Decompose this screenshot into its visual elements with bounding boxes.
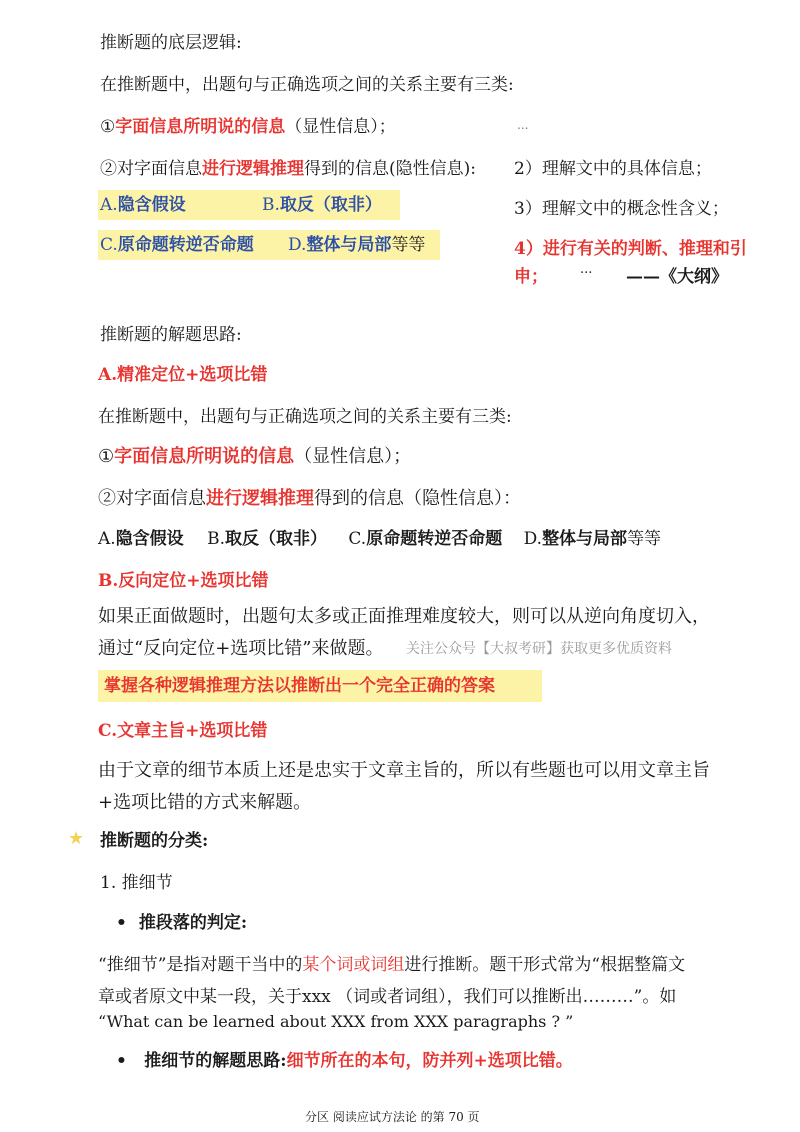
paragraph-c-line2: +选项比错的方式来解题。 <box>98 792 312 813</box>
section-title-types: 推断题的分类: <box>100 831 209 851</box>
options-row-cd: C.原命题转逆否命题 D.整体与局部等等 <box>98 230 440 260</box>
highlight-goal: 掌握各种逻辑推理方法以推断出一个完全正确的答案 <box>98 670 542 702</box>
intro-text-2: 在推断题中，出题句与正确选项之间的关系主要有三类: <box>98 407 512 427</box>
bullet-paragraph-judge: • 推段落的判定: <box>116 908 247 933</box>
relation-item-2: ②对字面信息进行逻辑推理得到的信息(隐性信息): <box>100 159 476 179</box>
page-footer: 分区 阅读应试方法论 的第 70 页 <box>305 1110 480 1124</box>
detail-desc-line3: “What can be learned about XXX from XXX paragraphs ? ” <box>98 1012 574 1031</box>
section-title-approach: 推断题的解题思路: <box>100 325 242 345</box>
heading-b: B.反向定位+选项比错 <box>98 571 269 591</box>
outline-item-2: 2）理解文中的具体信息； <box>514 159 712 179</box>
relation-item-1b: ①字面信息所明说的信息（显性信息）； <box>98 446 412 467</box>
subsection-detail: 1. 推细节 <box>100 873 173 893</box>
bullet-detail-approach: • 推细节的解题思路:细节所在的本句，防并列+选项比错。 <box>116 1046 573 1071</box>
outline-item-3: 3）理解文中的概念性含义； <box>514 199 729 219</box>
paragraph-b-line2: 通过“反向定位+选项比错”来做题。 <box>98 638 384 659</box>
options-row-all: A.隐含假设 B.取反（取非） C.原命题转逆否命题 D.整体与局部等等 <box>98 529 662 549</box>
ellipsis: ... <box>517 118 529 132</box>
outline-item-4: 4）进行有关的判断、推理和引 <box>514 239 747 259</box>
intro-text: 在推断题中，出题句与正确选项之间的关系主要有三类: <box>100 75 514 95</box>
options-row-ab: A.隐含假设 B.取反（取非） <box>98 190 400 220</box>
heading-a: A.精准定位+选项比错 <box>98 365 268 385</box>
relation-item-1: ①字面信息所明说的信息（显性信息）； <box>100 117 396 137</box>
detail-desc-line2: 章或者原文中某一段，关于xxx （词或者词组），我们可以推断出………”。如 <box>98 987 677 1007</box>
star-icon: ★ <box>68 828 85 849</box>
paragraph-b-line1: 如果正面做题时，出题句太多或正面推理难度较大，则可以从逆向角度切入， <box>98 606 710 627</box>
heading-c: C.文章主旨+选项比错 <box>98 721 268 741</box>
section-title-logic: 推断题的底层逻辑: <box>100 33 242 53</box>
relation-item-2b: ②对字面信息进行逻辑推理得到的信息（隐性信息）： <box>98 488 521 509</box>
detail-desc-line1: “推细节”是指对题干当中的某个词或词组进行推断。题干形式常为“根据整篇文 <box>98 955 686 975</box>
watermark: 关注公众号【大叔考研】获取更多优质资料 <box>406 641 672 657</box>
paragraph-c-line1: 由于文章的细节本质上还是忠实于文章主旨的，所以有些题也可以用文章主旨 <box>98 760 710 781</box>
outline-item-4-cont: 申； ... ——《大纲》 <box>514 262 728 287</box>
